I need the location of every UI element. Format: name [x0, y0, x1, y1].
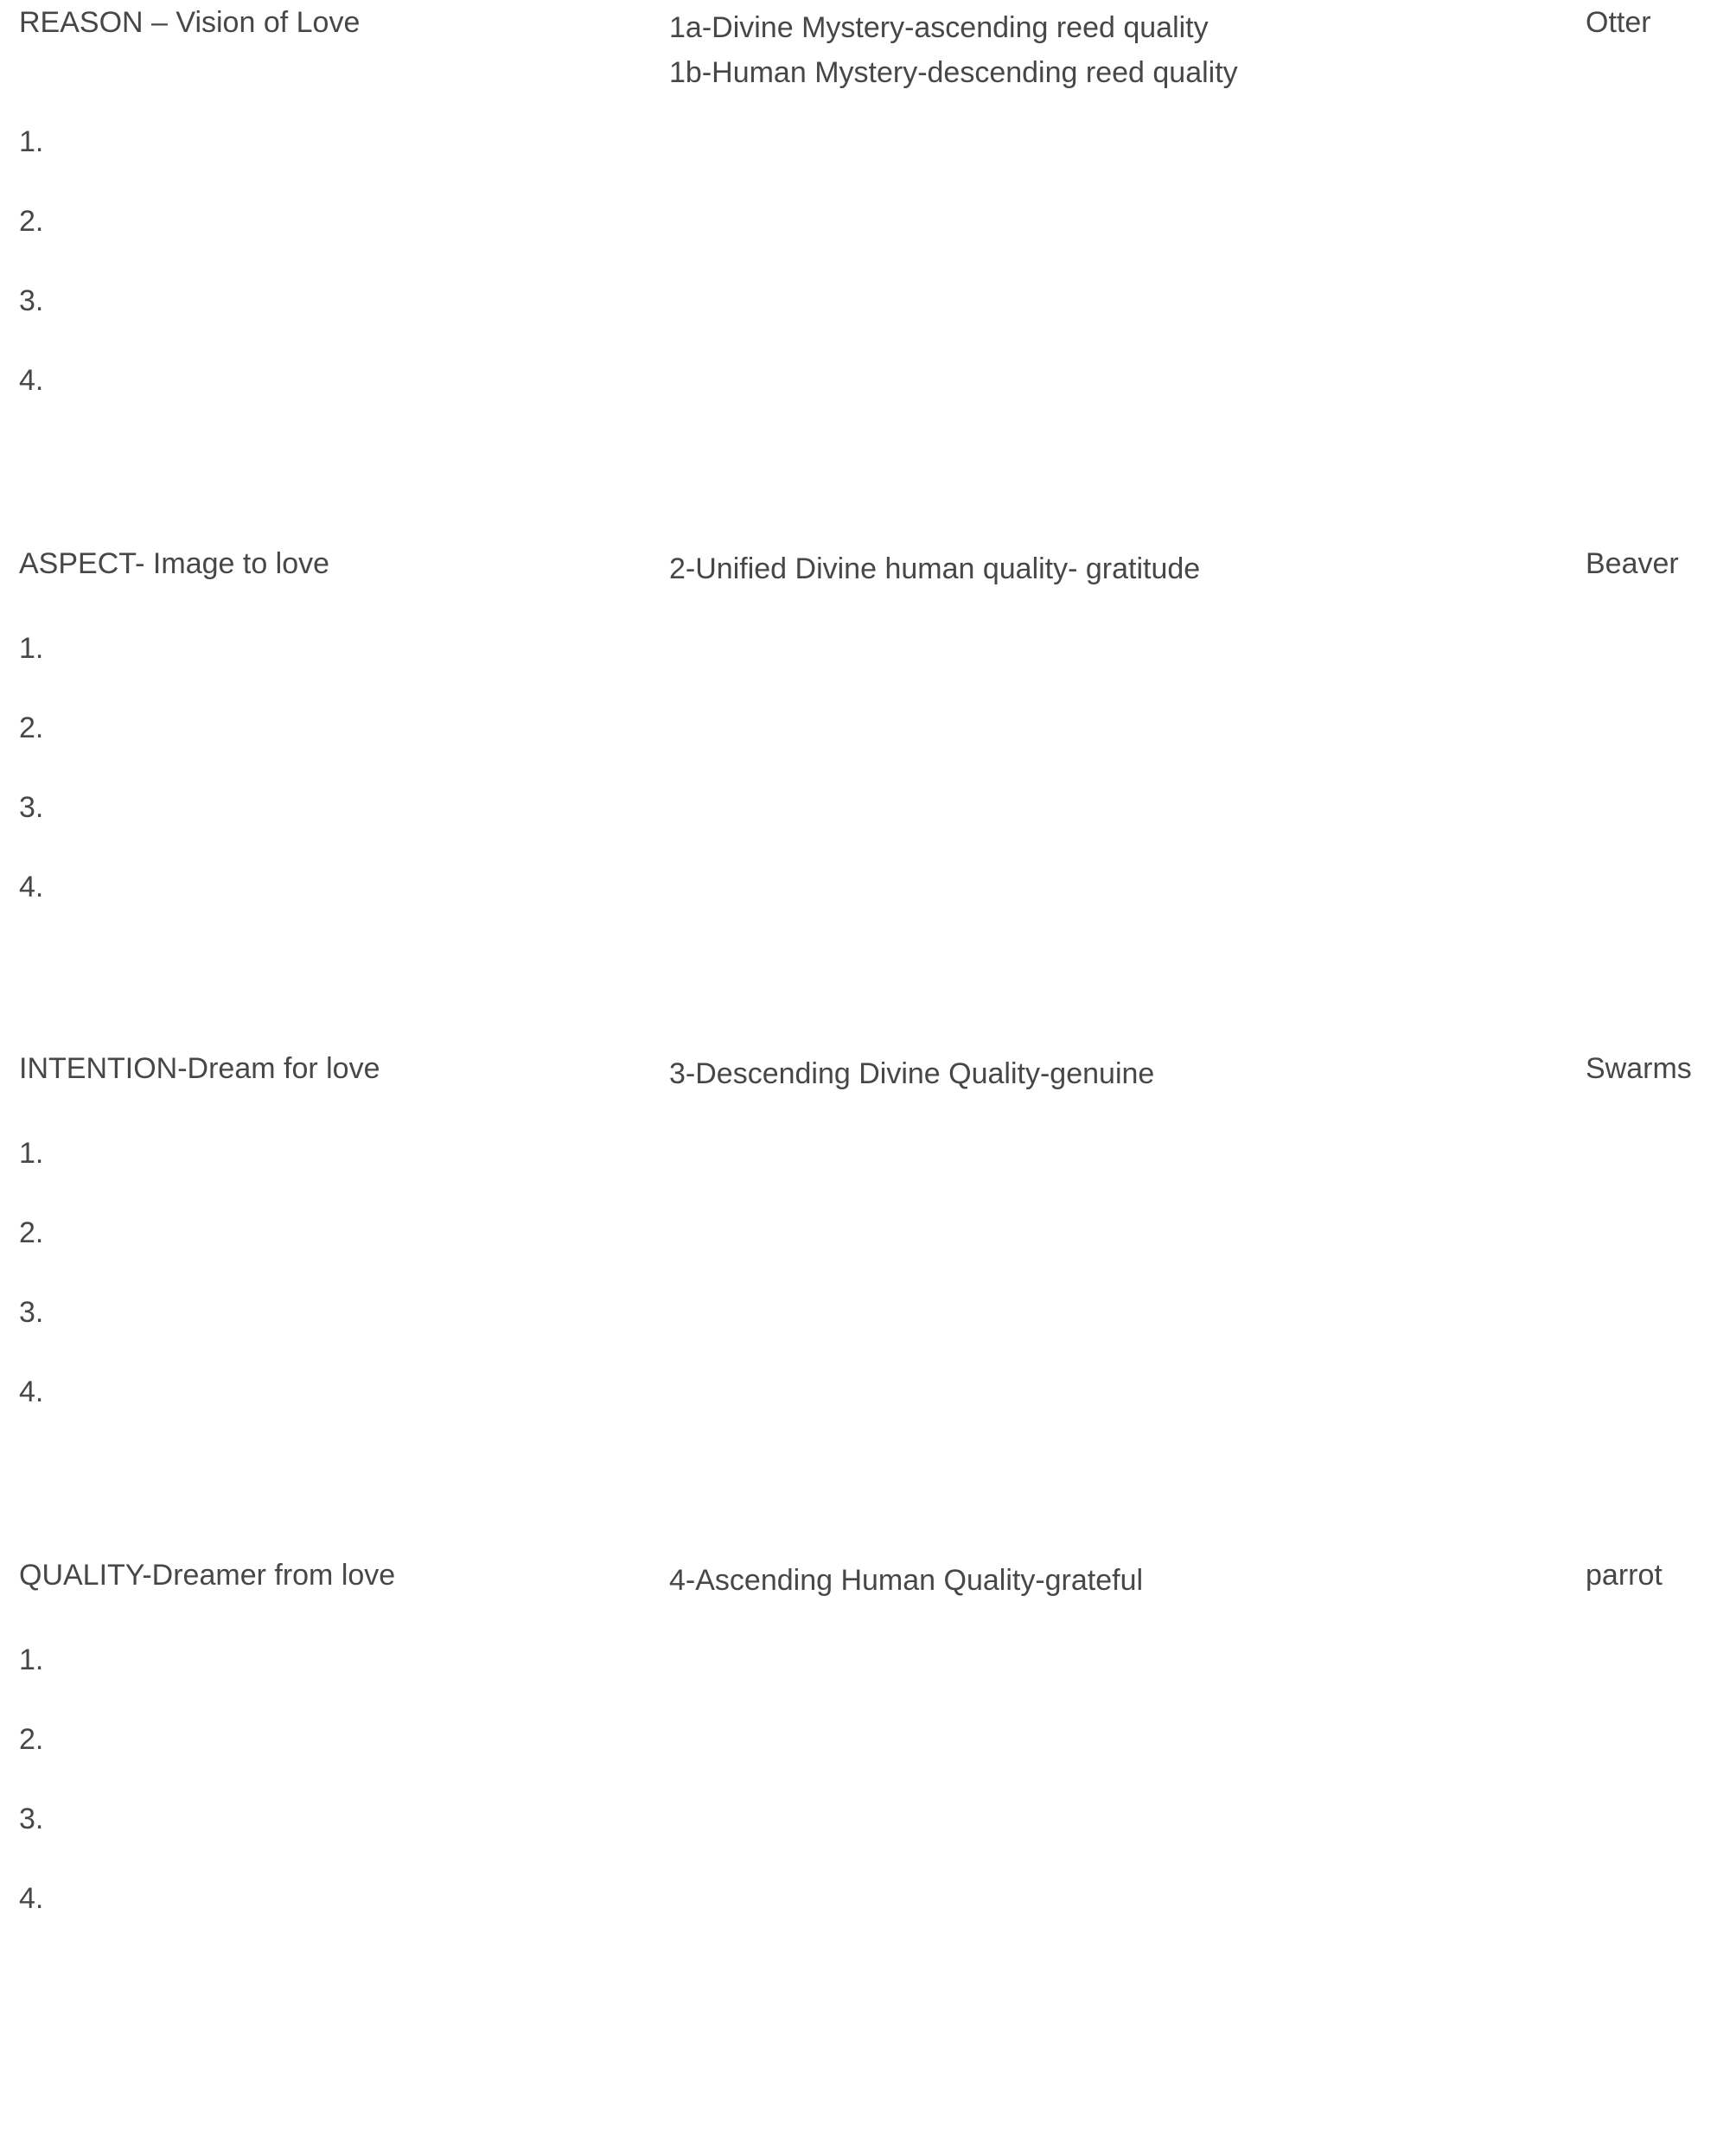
section-title: INTENTION-Dream for love	[19, 1052, 380, 1085]
middle-line: 2-Unified Divine human quality- gratitude	[669, 552, 1201, 585]
list-item: 1.	[19, 125, 44, 158]
middle-line: 1b-Human Mystery-descending reed quality	[669, 56, 1238, 89]
section-title: REASON – Vision of Love	[19, 6, 361, 39]
list-item: 3.	[19, 791, 44, 824]
section-title: QUALITY-Dreamer from love	[19, 1559, 396, 1592]
list-item: 2.	[19, 205, 44, 238]
list-item: 1.	[19, 1137, 44, 1170]
section-aspect	[0, 443, 1736, 949]
section-quality	[0, 1454, 1736, 1961]
numbered-list	[19, 1136, 1736, 1454]
section-middle-text	[669, 1558, 1143, 1603]
numbered-list	[19, 124, 1736, 443]
section-right-label: Swarms	[1586, 1052, 1692, 1085]
list-item: 2.	[19, 1723, 44, 1756]
list-item: 1.	[19, 632, 44, 665]
list-item: 4.	[19, 1375, 44, 1408]
list-item: 1.	[19, 1643, 44, 1676]
section-reason	[0, 0, 1736, 443]
numbered-list	[19, 631, 1736, 949]
list-item: 4.	[19, 1882, 44, 1915]
section-intention	[0, 949, 1736, 1454]
list-item: 4.	[19, 871, 44, 903]
section-right-label: parrot	[1586, 1559, 1663, 1592]
list-item: 2.	[19, 1216, 44, 1249]
middle-line: 3-Descending Divine Quality-genuine	[669, 1057, 1155, 1090]
section-right-label: Otter	[1586, 6, 1651, 39]
section-title: ASPECT- Image to love	[19, 547, 330, 580]
middle-line: 1a-Divine Mystery-ascending reed quality	[669, 11, 1209, 44]
list-item: 3.	[19, 284, 44, 317]
section-header	[19, 546, 1736, 598]
list-item: 3.	[19, 1803, 44, 1835]
list-item: 3.	[19, 1296, 44, 1329]
section-header	[19, 1558, 1736, 1610]
section-middle-text	[669, 5, 1238, 95]
section-right-label: Beaver	[1586, 547, 1679, 580]
section-middle-text	[669, 1051, 1154, 1096]
list-item: 4.	[19, 364, 44, 397]
middle-line: 4-Ascending Human Quality-grateful	[669, 1564, 1144, 1597]
section-middle-text	[669, 546, 1200, 591]
numbered-list	[19, 1643, 1736, 1961]
list-item: 2.	[19, 712, 44, 744]
section-header	[19, 1051, 1736, 1103]
section-header	[19, 5, 1736, 89]
